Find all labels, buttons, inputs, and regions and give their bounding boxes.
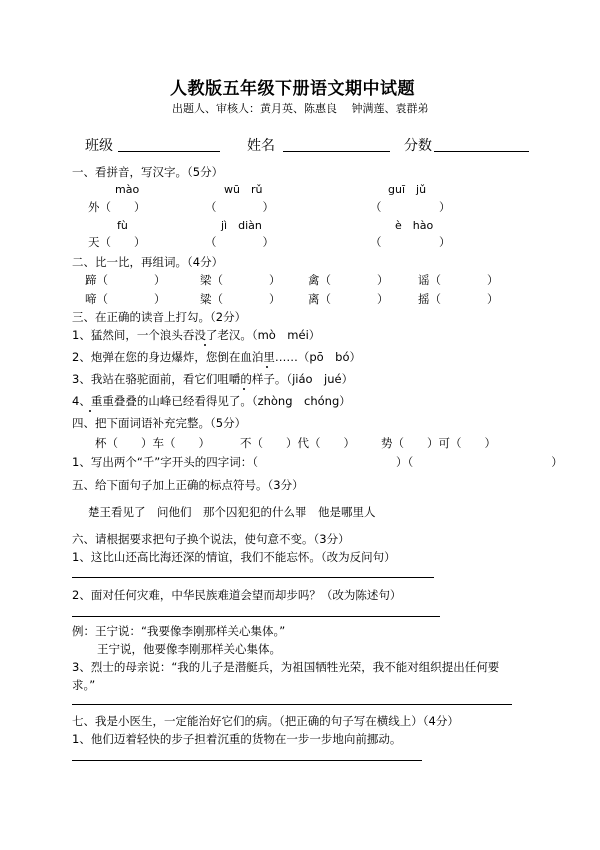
example-line: 例：王宁说：“我要像李刚那样关心集体。” xyxy=(72,624,286,638)
word-blank[interactable]: 摇（ ） xyxy=(418,292,499,306)
idiom-blank[interactable]: 杯（ ）车（ ） xyxy=(95,436,210,450)
class-field[interactable] xyxy=(118,151,220,152)
name-field[interactable] xyxy=(283,151,390,152)
question-item: 2、炮弹在您的身边爆炸，您倒在血泊里……（pō bó） xyxy=(72,350,361,364)
word-blank[interactable]: 谣（ ） xyxy=(418,273,499,287)
answer-blank[interactable]: 外（ ） xyxy=(88,200,146,214)
word-blank[interactable]: 粱（ ） xyxy=(200,292,281,306)
answer-blank[interactable]: （ ） xyxy=(370,235,451,249)
punctuation-sentence: 楚王看见了 问他们 那个囚犯犯的什么罪 他是哪里人 xyxy=(88,505,376,519)
question-item: 求。” xyxy=(72,678,96,692)
section-3-title: 三、在正确的读音上打勾。（2分） xyxy=(72,310,247,324)
question-item: 3、烈士的母亲说：“我的儿子是潜艇兵，为祖国牺牲光荣，我不能对组织提出任何要 xyxy=(72,660,500,674)
section-4-title: 四、把下面词语补充完整。（5分） xyxy=(72,416,247,430)
score-field[interactable] xyxy=(434,151,529,152)
idiom-blank[interactable]: 不（ ）代（ ） xyxy=(240,436,355,450)
answer-blank[interactable]: （ ） xyxy=(370,200,451,214)
pinyin-label: è hào xyxy=(395,219,434,232)
word-blank[interactable]: 梁（ ） xyxy=(200,273,281,287)
pinyin-label: jì diàn xyxy=(221,219,262,232)
section-1-title: 一、看拼音，写汉字。（5分） xyxy=(72,165,224,179)
question-item: 1、这比山还高比海还深的情谊，我们不能忘怀。（改为反问句） xyxy=(72,550,396,564)
exam-subtitle: 出题人、审核人：黄月英、陈惠良 钟满莲、袁群弟 xyxy=(172,102,429,115)
answer-line[interactable] xyxy=(72,577,434,578)
emphasis-dot xyxy=(243,388,245,390)
answer-blank[interactable]: （ ） xyxy=(205,235,274,249)
question-item: 1、猛然间，一个浪头吞没了老汉。（mò méi） xyxy=(72,328,321,342)
question-item: 3、我站在骆驼面前，看它们咀嚼的样子。（jiáo jué） xyxy=(72,372,354,386)
section-6-title: 六、请根据要求把句子换个说法，使句意不变。（3分） xyxy=(72,532,350,546)
question-item[interactable]: 1、写出两个“千”字开头的四字词：（ ）（ ） xyxy=(72,455,563,469)
word-blank[interactable]: 离（ ） xyxy=(308,292,389,306)
answer-line[interactable] xyxy=(72,760,422,761)
idiom-blank[interactable]: 势（ ）可（ ） xyxy=(381,436,496,450)
section-7-title: 七、我是小医生，一定能治好它们的病。（把正确的句子写在横线上）（4分） xyxy=(72,714,459,728)
section-5-title: 五、给下面句子加上正确的标点符号。（3分） xyxy=(72,478,304,492)
pinyin-label: fù xyxy=(117,219,128,232)
pinyin-label: mào xyxy=(115,183,140,196)
word-blank[interactable]: 蹄（ ） xyxy=(85,273,166,287)
answer-line[interactable] xyxy=(72,616,440,617)
question-item: 1、他们迈着轻快的步子担着沉重的货物在一步一步地向前挪动。 xyxy=(72,732,402,746)
name-label: 姓名 xyxy=(247,138,275,154)
pinyin-label: wū rǔ xyxy=(224,183,263,196)
question-item: 4、重重叠叠的山峰已经看得见了。（zhòng chóng） xyxy=(72,394,351,408)
question-item: 2、面对任何灾难，中华民族难道会望而却步吗？（改为陈述句） xyxy=(72,588,402,602)
exam-title: 人教版五年级下册语文期中试题 xyxy=(170,79,415,99)
section-2-title: 二、比一比，再组词。（4分） xyxy=(72,255,224,269)
emphasis-dot xyxy=(89,410,91,412)
score-label: 分数 xyxy=(404,138,432,154)
emphasis-dot xyxy=(204,344,206,346)
word-blank[interactable]: 啼（ ） xyxy=(85,292,166,306)
answer-blank[interactable]: 天（ ） xyxy=(88,235,146,249)
pinyin-label: guī jǔ xyxy=(388,183,427,196)
example-line: 王宁说，他要像李刚那样关心集体。 xyxy=(97,642,281,656)
emphasis-dot xyxy=(266,366,268,368)
answer-blank[interactable]: （ ） xyxy=(205,200,274,214)
answer-line[interactable] xyxy=(72,704,512,705)
word-blank[interactable]: 禽（ ） xyxy=(308,273,389,287)
class-label: 班级 xyxy=(85,138,113,154)
